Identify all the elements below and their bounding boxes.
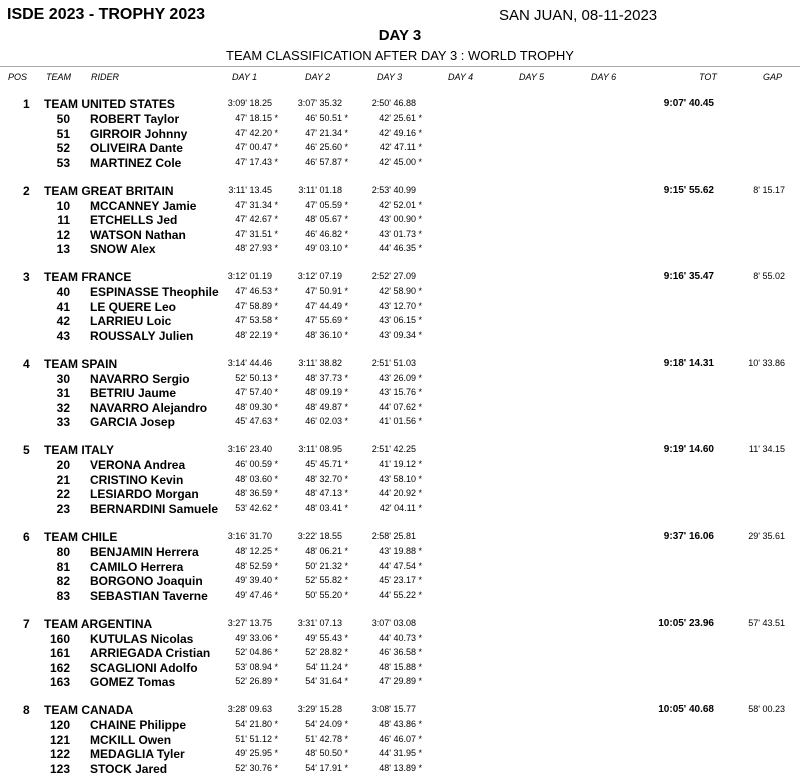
- team-day3: 2:50' 46.88: [371, 98, 416, 108]
- rider-row: [0, 545, 800, 559]
- rider-day1: 48' 12.25 *: [235, 546, 278, 556]
- rider-day3: 44' 20.92 *: [379, 488, 422, 499]
- rider-name: VERONA Andrea: [90, 458, 186, 473]
- team-row: [0, 443, 800, 457]
- rider-day2: 52' 55.82 *: [305, 575, 348, 585]
- rider-day2: 48' 49.87 *: [305, 401, 348, 412]
- rider-name: OLIVEIRA Dante: [90, 141, 183, 155]
- rider-name: GOMEZ Tomas: [90, 675, 176, 690]
- team-pos: 7: [23, 616, 30, 631]
- team-row: [0, 270, 800, 284]
- rider-day1: 47' 17.43 *: [235, 156, 278, 167]
- rider-number: 31: [56, 386, 70, 401]
- col-day2: DAY 2: [305, 72, 331, 82]
- rider-day2: 48' 47.13 *: [305, 488, 348, 499]
- team-day1: 3:27' 13.75: [227, 617, 272, 628]
- rider-day3: 43' 58.10 *: [379, 473, 422, 484]
- team-gap: 8' 15.17: [753, 184, 785, 195]
- rider-row: [0, 487, 800, 501]
- rider-row: [0, 127, 800, 141]
- rider-day3: 41' 01.56 *: [379, 416, 422, 427]
- rider-name: WATSON Nathan: [90, 227, 186, 242]
- rider-day2: 46' 46.82 *: [305, 228, 348, 239]
- rider-name: SCAGLIONI Adolfo: [90, 660, 198, 675]
- rider-name: BERNARDINI Samuele: [90, 501, 219, 516]
- team-day3: 3:07' 03.08: [371, 617, 416, 628]
- rider-number: 52: [56, 141, 70, 155]
- team-name: TEAM CANADA: [44, 703, 134, 718]
- rider-day1: 49' 25.95 *: [235, 748, 278, 759]
- rider-number: 161: [49, 646, 70, 661]
- rider-day2: 47' 44.49 *: [305, 300, 348, 311]
- team-pos: 6: [23, 530, 30, 544]
- rider-row: [0, 675, 800, 689]
- rider-row: [0, 415, 800, 429]
- rider-row: [0, 285, 800, 299]
- rider-name: CRISTINO Kevin: [90, 472, 184, 487]
- rider-name: ROBERT Taylor: [90, 112, 180, 126]
- rider-number: 11: [57, 213, 70, 228]
- rider-day1: 48' 09.30 *: [235, 401, 278, 412]
- team-pos: 3: [23, 270, 30, 285]
- event-title: ISDE 2023 - TROPHY 2023: [7, 6, 206, 23]
- rider-name: NAVARRO Alejandro: [90, 400, 208, 415]
- rider-day1: 45' 47.63 *: [235, 416, 278, 427]
- rider-day2: 46' 25.60 *: [305, 142, 348, 152]
- rider-day1: 53' 42.62 *: [235, 502, 278, 513]
- rider-number: 53: [56, 155, 70, 170]
- team-day2: 3:12' 07.19: [297, 271, 342, 282]
- rider-number: 32: [56, 400, 70, 415]
- rider-day3: 42' 45.00 *: [379, 156, 422, 167]
- col-team: TEAM: [46, 72, 72, 82]
- team-day3: 3:08' 15.77: [371, 704, 416, 715]
- rider-number: 42: [56, 314, 70, 329]
- team-day3: 2:51' 51.03: [371, 357, 416, 368]
- rider-day2: 54' 11.24 *: [305, 661, 348, 672]
- rider-day1: 46' 00.59 *: [235, 459, 278, 470]
- rider-day1: 53' 08.94 *: [235, 661, 278, 672]
- rider-day2: 47' 05.59 *: [305, 199, 348, 210]
- team-day2: 3:29' 15.28: [297, 704, 342, 715]
- rider-day1: 47' 58.89 *: [235, 300, 278, 311]
- rider-row: [0, 473, 800, 487]
- team-name: TEAM GREAT BRITAIN: [44, 183, 174, 198]
- rider-number: 43: [56, 328, 70, 343]
- rider-day1: 52' 04.86 *: [235, 647, 278, 658]
- rider-day3: 46' 46.07 *: [379, 733, 422, 744]
- rider-day2: 51' 42.78 *: [305, 733, 348, 744]
- rider-day2: 48' 09.19 *: [305, 387, 348, 398]
- rider-day2: 48' 06.21 *: [305, 546, 348, 556]
- rider-number: 50: [56, 112, 70, 126]
- team-day3: 2:53' 40.99: [371, 184, 416, 195]
- rider-day3: 47' 29.89 *: [379, 676, 422, 687]
- rider-number: 160: [49, 631, 70, 646]
- day-title: DAY 3: [378, 27, 422, 44]
- rider-row: [0, 661, 800, 675]
- team-gap: 29' 35.61: [748, 531, 785, 541]
- rider-day2: 48' 50.50 *: [305, 748, 348, 759]
- team-row: [0, 703, 800, 717]
- rider-day1: 48' 27.93 *: [235, 243, 278, 254]
- team-total: 9:37' 16.06: [663, 531, 714, 542]
- team-day2: 3:11' 01.18: [298, 184, 342, 195]
- rider-day2: 54' 17.91 *: [305, 762, 348, 773]
- rider-day2: 50' 55.20 *: [305, 589, 348, 600]
- rider-day3: 48' 13.89 *: [379, 762, 422, 773]
- rider-name: MCCANNEY Jamie: [90, 198, 197, 213]
- rider-name: STOCK Jared: [90, 761, 168, 776]
- rider-row: [0, 401, 800, 415]
- rider-number: 23: [56, 501, 70, 516]
- rider-name: ETCHELLS Jed: [90, 213, 178, 228]
- rider-row: [0, 632, 800, 646]
- team-day3: 2:52' 27.09: [371, 271, 416, 282]
- rider-name: NAVARRO Sergio: [90, 371, 190, 386]
- rider-name: GARCIA Josep: [90, 415, 175, 430]
- rider-day1: 49' 33.06 *: [235, 632, 278, 643]
- rider-row: [0, 314, 800, 328]
- team-day1: 3:11' 13.45: [228, 184, 272, 195]
- rider-number: 163: [49, 675, 70, 690]
- rider-name: GIRROIR Johnny: [90, 126, 188, 141]
- rider-day3: 44' 47.54 *: [379, 560, 422, 571]
- rider-row: [0, 502, 800, 516]
- team-name: TEAM FRANCE: [44, 270, 132, 285]
- rider-day1: 48' 36.59 *: [235, 488, 278, 499]
- rider-number: 40: [56, 285, 70, 300]
- team-total: 9:15' 55.62: [663, 184, 714, 196]
- rider-name: LARRIEU Loic: [90, 314, 172, 329]
- rider-day2: 47' 50.91 *: [305, 286, 348, 297]
- rider-name: CHAINE Philippe: [90, 718, 187, 733]
- team-name: TEAM ARGENTINA: [44, 616, 153, 631]
- rider-number: 22: [56, 487, 70, 502]
- team-row: [0, 357, 800, 371]
- rider-row: [0, 228, 800, 242]
- rider-name: LE QUERE Leo: [90, 299, 177, 314]
- team-pos: 8: [23, 703, 30, 718]
- rider-row: [0, 386, 800, 400]
- rider-name: BORGONO Joaquin: [90, 574, 203, 588]
- rider-day2: 48' 36.10 *: [305, 329, 348, 340]
- team-total: 9:19' 14.60: [663, 444, 714, 456]
- rider-row: [0, 156, 800, 170]
- team-gap: 57' 43.51: [748, 617, 785, 628]
- rider-row: [0, 574, 800, 588]
- rider-day1: 48' 22.19 *: [235, 329, 278, 340]
- team-row: [0, 617, 800, 631]
- rider-row: [0, 747, 800, 761]
- rider-day3: 42' 58.90 *: [379, 286, 422, 297]
- rider-day2: 48' 05.67 *: [305, 214, 348, 225]
- rider-row: [0, 589, 800, 603]
- rider-row: [0, 112, 800, 126]
- rider-day2: 46' 57.87 *: [305, 156, 348, 167]
- col-pos: POS: [8, 72, 28, 82]
- rider-number: 33: [56, 415, 70, 430]
- rider-day1: 49' 47.46 *: [235, 589, 278, 600]
- rider-number: 41: [56, 299, 70, 314]
- rider-day1: 48' 03.60 *: [235, 473, 278, 484]
- rider-day1: 47' 57.40 *: [235, 387, 278, 398]
- team-row: [0, 530, 800, 544]
- rider-number: 13: [56, 242, 70, 257]
- rider-day3: 42' 49.16 *: [379, 127, 422, 138]
- rider-day2: 54' 31.64 *: [305, 676, 348, 687]
- rider-day2: 52' 28.82 *: [305, 647, 348, 658]
- rider-day3: 43' 09.34 *: [379, 329, 422, 340]
- rider-day3: 44' 55.22 *: [379, 589, 422, 600]
- rider-name: MCKILL Owen: [90, 732, 172, 747]
- team-day3: 2:58' 25.81: [371, 531, 416, 541]
- rider-day3: 43' 06.15 *: [379, 315, 422, 326]
- rider-day3: 43' 15.76 *: [379, 387, 422, 398]
- team-day2: 3:31' 07.13: [297, 617, 342, 628]
- col-day6: DAY 6: [591, 72, 617, 82]
- team-pos: 1: [23, 97, 30, 111]
- col-day1: DAY 1: [232, 72, 258, 82]
- team-total: 9:16' 35.47: [663, 271, 714, 283]
- team-gap: 58' 00.23: [748, 704, 785, 715]
- rider-day1: 47' 42.20 *: [235, 127, 278, 138]
- team-row: [0, 184, 800, 198]
- rider-name: CAMILO Herrera: [90, 559, 184, 574]
- rider-day2: 45' 45.71 *: [305, 459, 348, 470]
- rider-day3: 43' 26.09 *: [379, 372, 422, 383]
- rider-day1: 47' 18.15 *: [235, 113, 278, 123]
- rider-number: 122: [49, 747, 70, 762]
- rider-name: KUTULAS Nicolas: [90, 631, 194, 646]
- team-gap: 10' 33.86: [748, 357, 785, 368]
- rider-row: [0, 646, 800, 660]
- rider-row: [0, 718, 800, 732]
- team-total: 9:18' 14.31: [663, 357, 714, 369]
- rider-row: [0, 242, 800, 256]
- rider-name: LESIARDO Morgan: [90, 487, 199, 502]
- rider-day2: 49' 55.43 *: [305, 632, 348, 643]
- rider-day1: 49' 39.40 *: [235, 575, 278, 585]
- rider-day3: 44' 07.62 *: [379, 401, 422, 412]
- team-pos: 5: [23, 443, 30, 458]
- rider-day3: 41' 19.12 *: [379, 459, 422, 470]
- rider-row: [0, 213, 800, 227]
- rider-name: ARRIEGADA Cristian: [90, 646, 211, 661]
- rider-day3: 46' 36.58 *: [379, 647, 422, 658]
- col-gap: GAP: [763, 72, 783, 82]
- rider-name: MEDAGLIA Tyler: [90, 747, 185, 762]
- rider-day1: 52' 30.76 *: [235, 762, 278, 773]
- header-divider: [0, 66, 800, 67]
- rider-row: [0, 372, 800, 386]
- rider-row: [0, 560, 800, 574]
- col-day4: DAY 4: [448, 72, 474, 82]
- rider-number: 21: [56, 472, 70, 487]
- rider-day2: 48' 03.41 *: [305, 502, 348, 513]
- rider-day1: 47' 00.47 *: [235, 142, 278, 152]
- team-day1: 3:16' 31.70: [227, 531, 272, 541]
- team-day1: 3:14' 44.46: [227, 357, 272, 368]
- rider-day2: 54' 24.09 *: [305, 719, 348, 730]
- rider-row: [0, 329, 800, 343]
- rider-day3: 45' 23.17 *: [379, 575, 422, 585]
- rider-day2: 47' 55.69 *: [305, 315, 348, 326]
- rider-day1: 47' 42.67 *: [235, 214, 278, 225]
- team-day2: 3:11' 38.82: [298, 357, 342, 368]
- rider-day2: 46' 50.51 *: [305, 113, 348, 123]
- team-total: 10:05' 40.68: [658, 704, 714, 716]
- rider-number: 20: [56, 458, 70, 473]
- rider-day3: 43' 00.90 *: [379, 214, 422, 225]
- team-gap: 11' 34.15: [748, 444, 785, 455]
- rider-day1: 54' 21.80 *: [235, 719, 278, 730]
- rider-number: 123: [49, 761, 70, 776]
- rider-row: [0, 141, 800, 155]
- rider-number: 51: [56, 126, 70, 141]
- rider-row: [0, 733, 800, 747]
- team-pos: 2: [23, 183, 30, 198]
- rider-row: [0, 199, 800, 213]
- rider-day3: 44' 31.95 *: [379, 748, 422, 759]
- rider-day3: 48' 43.86 *: [379, 719, 422, 730]
- rider-day2: 47' 21.34 *: [305, 127, 348, 138]
- team-day2: 3:11' 08.95: [298, 444, 342, 455]
- col-day3: DAY 3: [377, 72, 403, 82]
- team-day1: 3:09' 18.25: [227, 98, 272, 108]
- rider-name: SNOW Alex: [90, 242, 156, 257]
- rider-day2: 48' 32.70 *: [305, 473, 348, 484]
- rider-name: ROUSSALY Julien: [90, 328, 194, 343]
- rider-number: 30: [56, 371, 70, 386]
- rider-day3: 42' 52.01 *: [379, 199, 422, 210]
- place-date: SAN JUAN, 08-11-2023: [499, 7, 658, 24]
- rider-name: BETRIU Jaume: [90, 386, 177, 401]
- rider-number: 81: [56, 559, 70, 574]
- rider-day1: 52' 26.89 *: [235, 676, 278, 687]
- team-name: TEAM UNITED STATES: [44, 97, 175, 111]
- rider-number: 162: [49, 660, 70, 675]
- rider-name: SEBASTIAN Taverne: [90, 588, 208, 603]
- rider-day3: 42' 47.11 *: [379, 142, 422, 152]
- rider-name: BENJAMIN Herrera: [90, 545, 199, 559]
- rider-number: 80: [56, 545, 70, 559]
- rider-day2: 49' 03.10 *: [305, 243, 348, 254]
- rider-day3: 44' 46.35 *: [379, 243, 422, 254]
- team-name: TEAM ITALY: [44, 443, 115, 458]
- team-day1: 3:28' 09.63: [227, 704, 272, 715]
- team-name: TEAM SPAIN: [44, 356, 118, 371]
- rider-day1: 47' 53.58 *: [235, 315, 278, 326]
- team-day2: 3:22' 18.55: [297, 531, 342, 541]
- rider-day1: 47' 31.34 *: [235, 199, 278, 210]
- team-day1: 3:16' 23.40: [227, 444, 272, 455]
- rider-day2: 48' 37.73 *: [305, 372, 348, 383]
- rider-day1: 47' 46.53 *: [235, 286, 278, 297]
- col-rider: RIDER: [91, 72, 120, 82]
- team-pos: 4: [23, 356, 30, 371]
- rider-day2: 50' 21.32 *: [305, 560, 348, 571]
- rider-name: MARTINEZ Cole: [90, 155, 182, 170]
- rider-row: [0, 300, 800, 314]
- rider-day3: 42' 25.61 *: [379, 113, 422, 123]
- rider-day3: 43' 19.88 *: [379, 546, 422, 556]
- team-total: 10:05' 23.96: [658, 617, 714, 629]
- rider-row: [0, 762, 800, 776]
- team-day3: 2:51' 42.25: [371, 444, 416, 455]
- team-total: 9:07' 40.45: [663, 98, 714, 109]
- col-day5: DAY 5: [519, 72, 545, 82]
- classification-subtitle: TEAM CLASSIFICATION AFTER DAY 3 : WORLD TROPHY: [226, 48, 574, 63]
- team-day1: 3:12' 01.19: [227, 271, 272, 282]
- rider-day1: 48' 52.59 *: [235, 560, 278, 571]
- team-gap: 8' 55.02: [753, 271, 785, 282]
- rider-number: 121: [49, 732, 70, 747]
- rider-day2: 46' 02.03 *: [305, 416, 348, 427]
- rider-number: 120: [49, 718, 70, 733]
- rider-row: [0, 458, 800, 472]
- rider-number: 10: [56, 198, 70, 213]
- rider-name: ESPINASSE Theophile: [90, 285, 219, 300]
- rider-day1: 51' 51.12 *: [235, 733, 278, 744]
- team-day2: 3:07' 35.32: [297, 98, 342, 108]
- rider-day1: 47' 31.51 *: [235, 228, 278, 239]
- rider-number: 82: [56, 574, 70, 588]
- rider-day3: 48' 15.88 *: [379, 661, 422, 672]
- rider-number: 83: [56, 588, 70, 603]
- col-tot: TOT: [699, 72, 717, 82]
- rider-day1: 52' 50.13 *: [235, 372, 278, 383]
- team-row: [0, 97, 800, 111]
- rider-day3: 44' 40.73 *: [379, 632, 422, 643]
- rider-day3: 42' 04.11 *: [379, 502, 422, 513]
- rider-day3: 43' 01.73 *: [379, 228, 422, 239]
- team-name: TEAM CHILE: [44, 530, 118, 544]
- rider-day3: 43' 12.70 *: [379, 300, 422, 311]
- rider-number: 12: [56, 227, 70, 242]
